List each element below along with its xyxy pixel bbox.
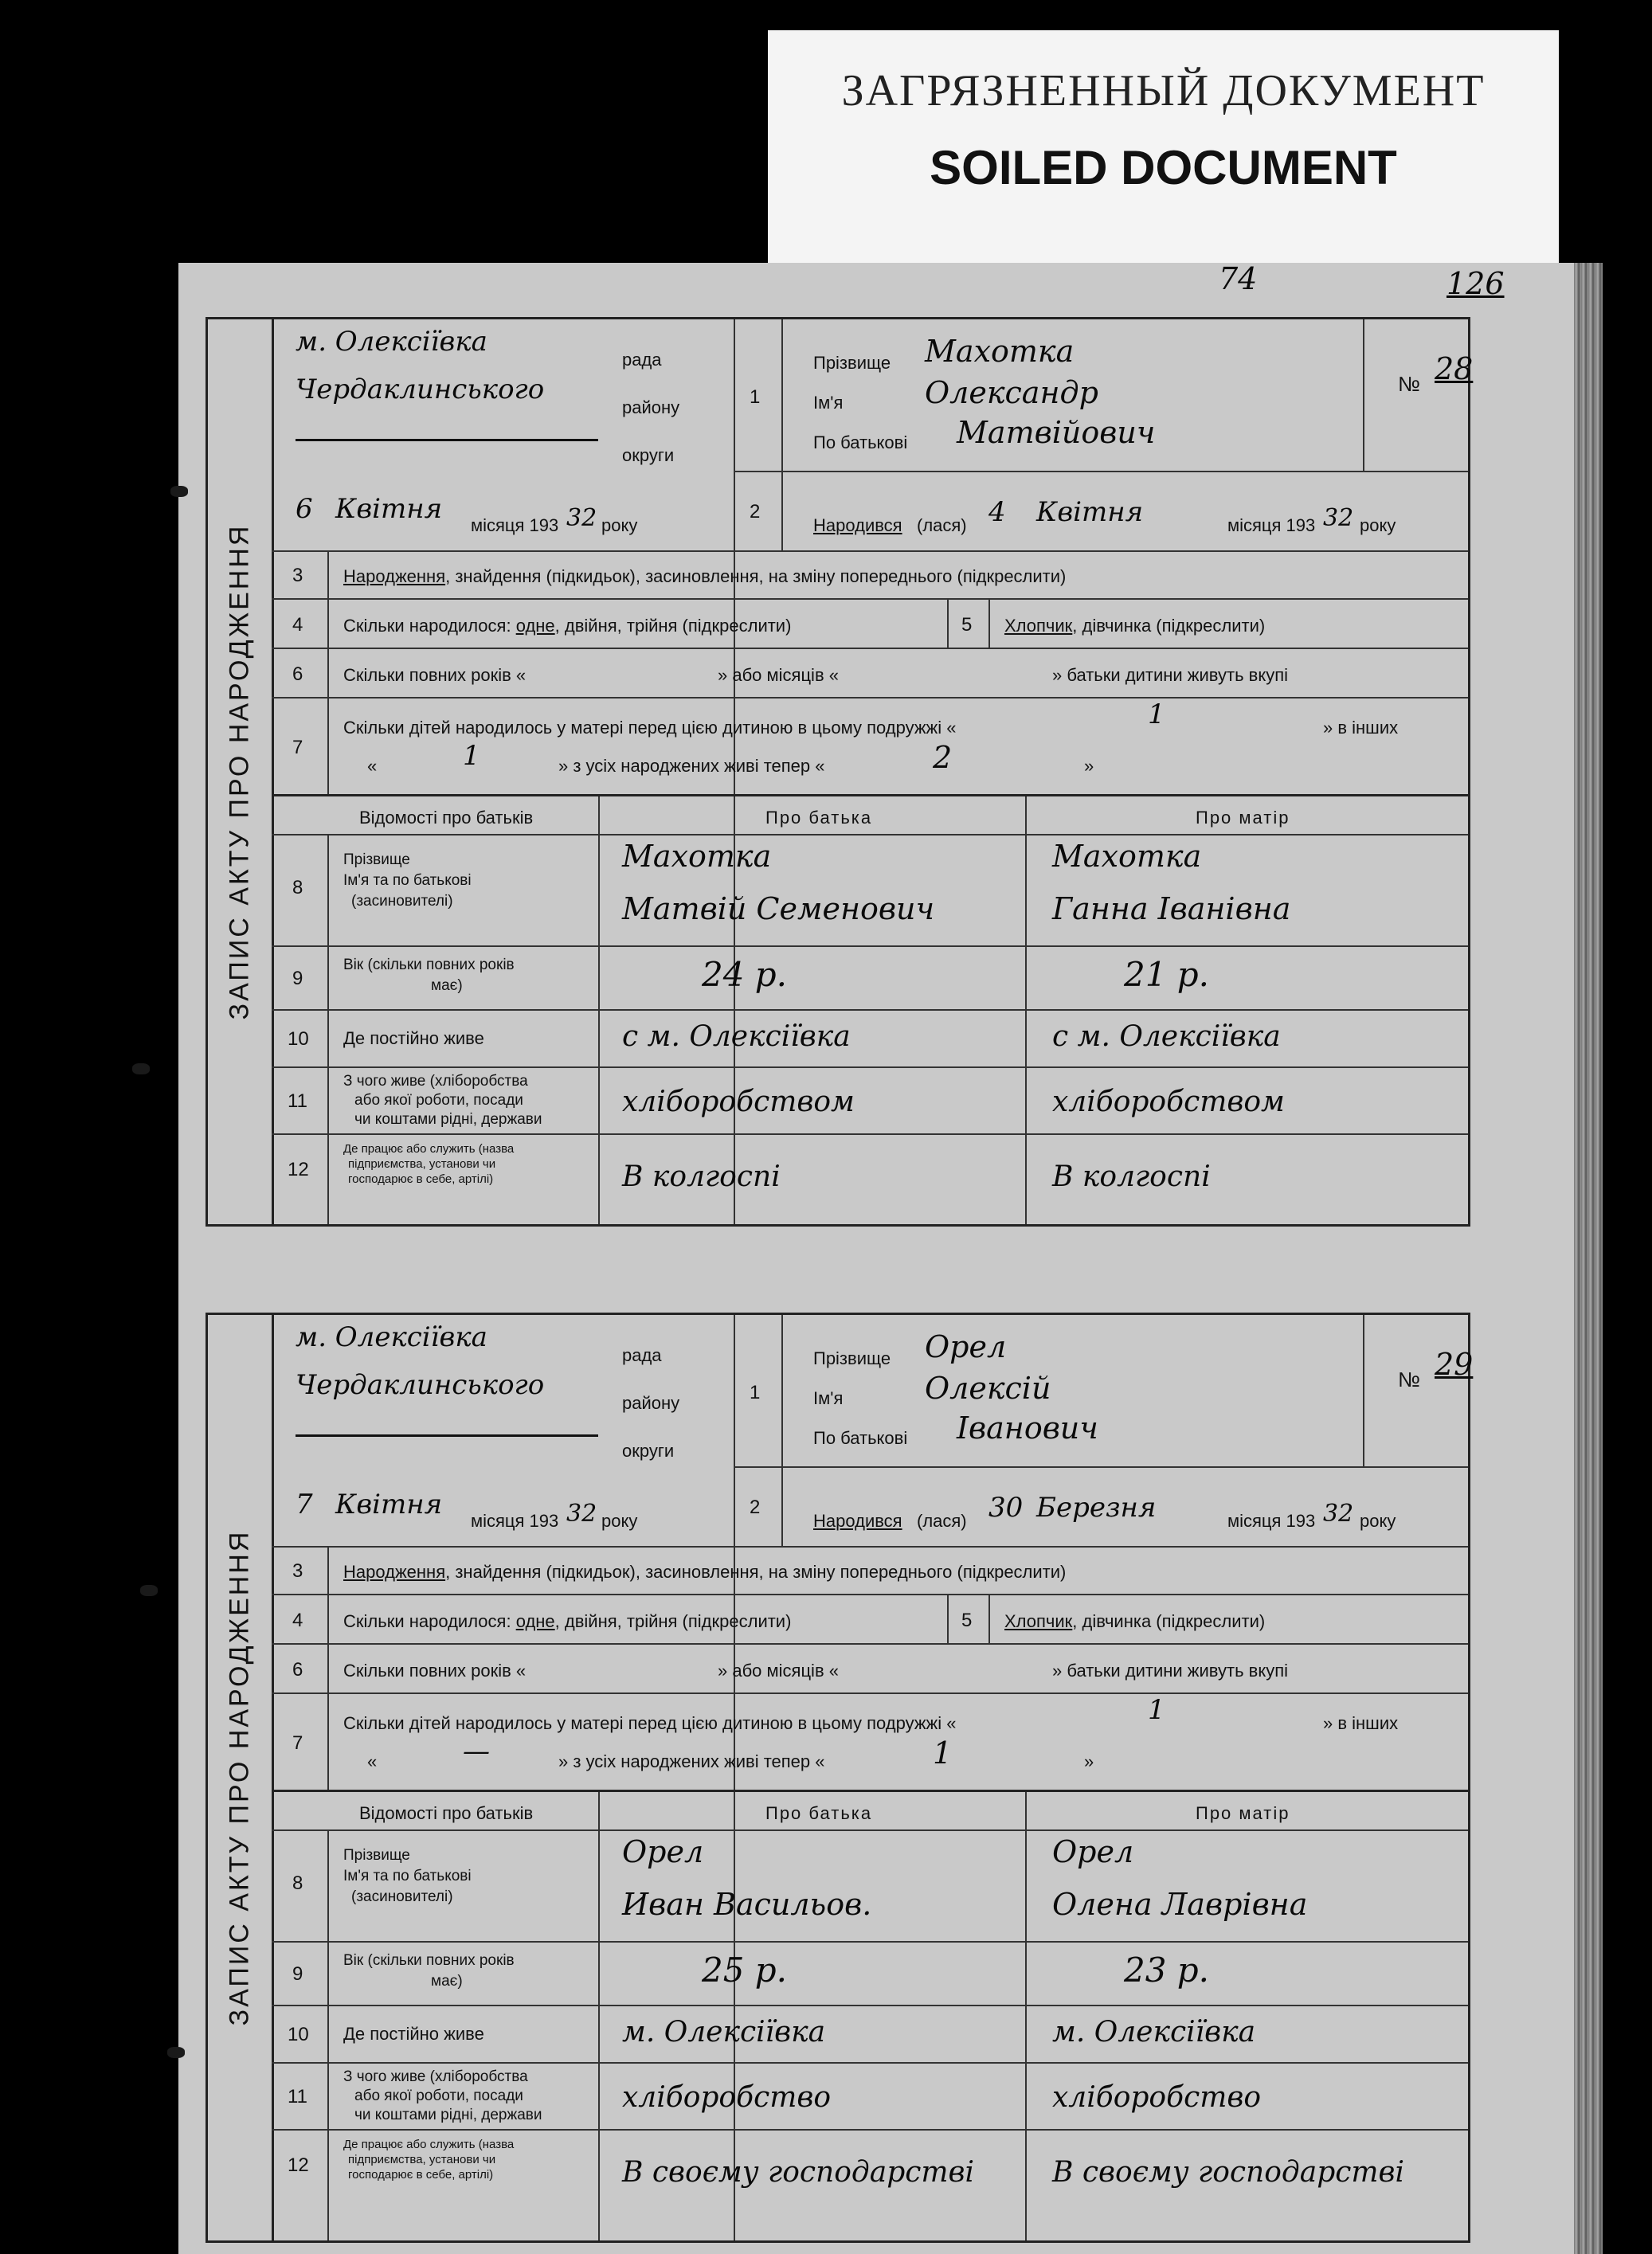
form-label: 11 <box>288 1090 307 1112</box>
divider <box>327 649 329 699</box>
divider <box>1025 947 1027 1011</box>
divider <box>327 552 329 600</box>
row-8 <box>272 1829 1468 1943</box>
handwritten-mother-age: 23 р. <box>1124 1951 1210 1990</box>
divider <box>1025 2131 1027 2240</box>
divider <box>598 835 600 947</box>
birth-record-29 <box>206 1313 1474 2243</box>
form-label: Скільки повних років « <box>343 665 527 685</box>
form-label: » або місяців « <box>718 665 839 685</box>
soiled-document-label <box>768 30 1559 263</box>
reg-year-label: року <box>601 515 638 535</box>
form-label: , знайдення (підкидьок), засиновлення, на зміну попереднього (підкреслити) <box>445 1562 1067 1582</box>
handwritten-children-other: 1 <box>463 740 480 772</box>
form-label: « <box>367 1751 378 1771</box>
handwritten-children-other: — <box>463 1736 490 1767</box>
form-label: має) <box>431 977 463 994</box>
form-label: підприємства, установи чи <box>348 2153 496 2166</box>
form-label: » батьки дитини живуть вкупі <box>1052 665 1289 685</box>
handwritten-alive: 1 <box>933 1736 953 1771</box>
divider <box>598 1068 600 1135</box>
birth-month-label: місяця 193 <box>1227 515 1316 535</box>
row-4 <box>272 1594 1468 1645</box>
form-label: Скільки народилося: <box>343 1611 516 1631</box>
divider <box>734 1315 735 1466</box>
handwritten-father-residence: с м. Олексіївка <box>622 1020 851 1053</box>
handwritten-father-name: Иван Васильов. <box>622 1887 872 1922</box>
form-label: Про батька <box>765 1803 873 1823</box>
row-7 <box>272 697 1468 796</box>
page-number-right: 126 <box>1446 266 1505 301</box>
divider <box>598 1943 600 2006</box>
divider <box>327 1694 329 1791</box>
divider <box>327 2064 329 2131</box>
reg-day: 6 <box>296 493 313 525</box>
divider <box>327 1548 329 1595</box>
form-label: Ім'я та по батькові <box>343 872 472 889</box>
record-grid <box>272 319 1474 1224</box>
form-label: 9 <box>292 1963 303 1985</box>
divider <box>1025 1135 1027 1224</box>
number-label: № <box>1398 372 1420 396</box>
row-6 <box>272 648 1468 699</box>
handwritten-mother-residence: м. Олексіївка <box>1052 2016 1256 2049</box>
divider <box>598 1792 600 1832</box>
page-edge <box>1574 263 1603 2254</box>
divider <box>327 2006 329 2064</box>
reg-month-label: місяця 193 <box>471 1511 559 1531</box>
number-label: № <box>1398 1368 1420 1391</box>
form-label: Прізвище <box>343 851 410 868</box>
form-label: 9 <box>292 968 303 989</box>
form-label: господарює в себе, артілі) <box>348 1172 494 1186</box>
divider <box>327 2131 329 2240</box>
name-label: Ім'я <box>813 1388 844 1408</box>
form-label: » в інших <box>1323 718 1399 738</box>
handwritten-father-living: хліборобство <box>622 2081 832 2114</box>
birth-year: 32 <box>1323 504 1354 532</box>
handwritten-father-surname: Орел <box>622 1834 704 1869</box>
handwritten-mother-name: Олена Лаврівна <box>1052 1887 1308 1922</box>
handwritten-mother-living: хліборобством <box>1052 1086 1285 1118</box>
divider <box>988 1595 990 1645</box>
divider <box>598 796 600 836</box>
handwritten-mother-work: В колгоспі <box>1052 1160 1211 1193</box>
handwritten-father-work: В своєму господарстві <box>622 2156 975 2189</box>
handwritten-mother-residence: с м. Олексіївка <box>1052 1020 1281 1053</box>
handwritten-father-age: 24 р. <box>702 955 788 994</box>
divider <box>1025 2064 1027 2131</box>
punch-hole <box>140 1585 158 1596</box>
form-label: З чого живе (хліборобства <box>343 1073 528 1090</box>
divider <box>598 1135 600 1224</box>
divider <box>598 947 600 1011</box>
page-number-left: 74 <box>1219 261 1258 296</box>
form-label: (засиновителі) <box>351 893 453 910</box>
name-label: Ім'я <box>813 393 844 413</box>
handwritten-mother-living: хліборобство <box>1052 2081 1262 2114</box>
form-label: » або місяців « <box>718 1661 839 1681</box>
handwritten-mother-age: 21 р. <box>1124 955 1210 994</box>
patronymic-label: По батькові <box>813 432 908 452</box>
raion-value: Чердаклинського <box>296 1369 545 1401</box>
row-8 <box>272 834 1468 947</box>
rule <box>734 1466 1468 1468</box>
rada-label: рада <box>622 350 662 370</box>
punch-hole <box>167 2047 185 2058</box>
row-12 <box>272 2129 1468 2240</box>
okruhy-label: округи <box>622 1441 675 1461</box>
divider <box>1025 1792 1027 1832</box>
record-grid <box>272 1315 1474 2240</box>
handwritten-father-work: В колгоспі <box>622 1160 781 1193</box>
form-label: 3 <box>292 1560 303 1582</box>
form-label: Про матір <box>1196 808 1290 828</box>
form-label: 11 <box>288 2086 307 2107</box>
rule <box>734 471 1468 472</box>
form-label: Ім'я та по батькові <box>343 1868 472 1884</box>
birth-lasia: (лася) <box>917 1511 967 1531</box>
birth-day: 4 <box>988 496 1006 528</box>
divider <box>598 2006 600 2064</box>
stamp-ru: ЗАГРЯЗНЕННЫЙ ДОКУМЕНТ <box>841 66 1486 115</box>
form-label: підприємства, установи чи <box>348 1157 496 1171</box>
reg-month: Квітня <box>335 493 443 525</box>
form-label: 8 <box>292 1872 303 1894</box>
form-label: , двійня, трійня (підкреслити) <box>554 1611 792 1631</box>
divider <box>598 2064 600 2131</box>
birth-month: Квітня <box>1036 496 1144 528</box>
form-label: або якої роботи, посади <box>354 1092 523 1109</box>
form-label: чи коштами рідні, держави <box>354 2107 542 2123</box>
birth-month-label: місяця 193 <box>1227 1511 1316 1531</box>
handwritten-alive: 2 <box>933 740 953 775</box>
form-label: або якої роботи, посади <box>354 2088 523 2104</box>
patronymic-label: По батькові <box>813 1428 908 1448</box>
divider <box>781 1315 783 1546</box>
birth-day: 30 <box>988 1492 1024 1524</box>
row-3 <box>272 550 1468 600</box>
form-label: має) <box>431 1973 463 1990</box>
punch-hole <box>132 1063 150 1074</box>
form-label: Про матір <box>1196 1803 1290 1823</box>
form-label: одне <box>515 616 555 636</box>
stamp-en: SOILED DOCUMENT <box>930 141 1397 194</box>
record-side-title <box>208 319 274 1224</box>
divider <box>327 1068 329 1135</box>
birth-year-label: року <box>1360 1511 1396 1531</box>
form-label: » з усіх народжених живі тепер « <box>558 756 825 776</box>
reg-year: 32 <box>566 504 597 532</box>
punch-hole <box>170 486 188 497</box>
divider <box>327 1011 329 1068</box>
name-value: Олександр <box>925 375 1098 410</box>
parents-header <box>272 1790 1468 1832</box>
form-label: 7 <box>292 737 303 758</box>
divider <box>1025 1068 1027 1135</box>
birth-year-label: року <box>1360 515 1396 535</box>
form-label: Про батька <box>765 808 873 828</box>
raion-label: району <box>622 1393 680 1413</box>
handwritten-mother-name: Ганна Іванівна <box>1052 891 1291 926</box>
form-label: 8 <box>292 877 303 898</box>
form-label: Скільки повних років « <box>343 1661 527 1681</box>
handwritten-father-name: Матвій Семенович <box>622 891 935 926</box>
divider <box>781 319 783 550</box>
okruhy-label: округи <box>622 445 675 465</box>
form-label: Відомості про батьків <box>359 1803 534 1823</box>
form-label: « <box>367 756 378 776</box>
row-11 <box>272 2062 1468 2131</box>
raion-label: району <box>622 397 680 417</box>
form-label: » в інших <box>1323 1713 1399 1733</box>
birth-month: Березня <box>1036 1492 1157 1524</box>
form-label: 10 <box>288 2024 309 2045</box>
divider <box>327 1831 329 1943</box>
form-label: » батьки дитини живуть вкупі <box>1052 1661 1289 1681</box>
handwritten-children-this: 1 <box>1148 1694 1165 1726</box>
divider <box>327 1595 329 1645</box>
form-label: » <box>1084 756 1094 776</box>
row-10 <box>272 2005 1468 2064</box>
row-number: 2 <box>750 1497 761 1518</box>
handwritten-father-surname: Махотка <box>622 839 772 874</box>
divider <box>947 1595 949 1645</box>
form-label: 7 <box>292 1732 303 1754</box>
form-label: , дівчинка (підкреслити) <box>1072 1611 1266 1631</box>
form-label: Народження <box>343 566 446 586</box>
row-9 <box>272 1941 1468 2006</box>
divider <box>1025 835 1027 947</box>
form-label: , дівчинка (підкреслити) <box>1072 616 1266 636</box>
divider <box>1025 1943 1027 2006</box>
raion-value: Чердаклинського <box>296 374 545 405</box>
form-label: Хлопчик <box>1004 1611 1073 1631</box>
parents-header <box>272 794 1468 836</box>
divider <box>327 947 329 1011</box>
form-label: Народження <box>343 1562 446 1582</box>
surname-value: Махотка <box>925 334 1075 369</box>
divider <box>734 319 735 471</box>
row-9 <box>272 945 1468 1011</box>
form-label: Вік (скільки повних років <box>343 1952 515 1969</box>
birth-label: Народився <box>813 1511 902 1531</box>
divider <box>947 600 949 649</box>
form-label: 5 <box>961 614 973 636</box>
form-label: 12 <box>288 2154 309 2176</box>
rada-value: м. Олексіївка <box>296 1321 487 1353</box>
patronymic-value: Матвійович <box>957 415 1156 450</box>
surname-value: Орел <box>925 1329 1007 1364</box>
row-3 <box>272 1546 1468 1595</box>
form-label: ЗАПИС АКТУ ПРО НАРОДЖЕННЯ <box>224 523 255 1020</box>
form-label: 12 <box>288 1159 309 1180</box>
handwritten-mother-work: В своєму господарстві <box>1052 2156 1405 2189</box>
form-label: Відомості про батьків <box>359 808 534 828</box>
form-label: (засиновителі) <box>351 1888 453 1905</box>
divider <box>1025 1831 1027 1943</box>
form-label: 6 <box>292 663 303 685</box>
divider <box>1025 796 1027 836</box>
handwritten-father-living: хліборобством <box>622 1086 855 1118</box>
form-label: 4 <box>292 614 303 636</box>
form-label: Де постійно живе <box>343 1028 484 1048</box>
form-label: ЗАПИС АКТУ ПРО НАРОДЖЕННЯ <box>224 1529 255 2026</box>
form-label: господарює в себе, артілі) <box>348 2168 494 2182</box>
form-label: 3 <box>292 565 303 586</box>
divider <box>1025 2006 1027 2064</box>
divider <box>327 1135 329 1224</box>
form-label: одне <box>515 1611 555 1631</box>
row-11 <box>272 1066 1468 1135</box>
surname-label: Прізвище <box>813 1348 891 1368</box>
form-label: 10 <box>288 1028 309 1050</box>
form-label: , двійня, трійня (підкреслити) <box>554 616 792 636</box>
record-number: 29 <box>1435 1347 1474 1382</box>
row-number: 1 <box>750 1382 761 1403</box>
surname-label: Прізвище <box>813 353 891 373</box>
row-number: 2 <box>750 501 761 522</box>
reg-year: 32 <box>566 1500 597 1528</box>
form-label: 6 <box>292 1659 303 1681</box>
form-label: 4 <box>292 1610 303 1631</box>
rada-label: рада <box>622 1345 662 1365</box>
divider <box>1025 1011 1027 1068</box>
form-label: Вік (скільки повних років <box>343 957 515 973</box>
form-label: Скільки дітей народилось у матері перед цією дитиною в цьому подружжі « <box>343 718 957 738</box>
divider <box>598 1831 600 1943</box>
divider <box>327 699 329 796</box>
form-label: Прізвище <box>343 1847 410 1864</box>
handwritten-mother-surname: Орел <box>1052 1834 1134 1869</box>
row-number: 1 <box>750 386 761 408</box>
okruhy-struck <box>296 1434 598 1437</box>
row-10 <box>272 1009 1468 1068</box>
form-label: , знайдення (підкидьок), засиновлення, на зміну попереднього (підкреслити) <box>445 566 1067 586</box>
form-label: Де працює або служить (назва <box>343 1142 515 1156</box>
form-label: Хлопчик <box>1004 616 1073 636</box>
handwritten-children-this: 1 <box>1148 699 1165 730</box>
row-6 <box>272 1643 1468 1694</box>
handwritten-father-residence: м. Олексіївка <box>622 2016 826 2049</box>
divider <box>988 600 990 649</box>
reg-year-label: року <box>601 1511 638 1531</box>
rada-value: м. Олексіївка <box>296 326 487 358</box>
divider <box>327 1645 329 1694</box>
divider <box>327 600 329 649</box>
patronymic-value: Іванович <box>957 1411 1098 1446</box>
divider <box>1363 1315 1364 1466</box>
row-4 <box>272 598 1468 649</box>
record-side-title <box>208 1315 274 2240</box>
form-label: Скільки народилося: <box>343 616 516 636</box>
divider <box>598 2131 600 2240</box>
reg-day: 7 <box>296 1489 313 1520</box>
birth-label: Народився <box>813 515 902 535</box>
divider <box>327 1943 329 2006</box>
form-label: Де працює або служить (назва <box>343 2138 515 2151</box>
reg-month: Квітня <box>335 1489 443 1520</box>
form-label: 5 <box>961 1610 973 1631</box>
handwritten-father-age: 25 р. <box>702 1951 788 1990</box>
reg-month-label: місяця 193 <box>471 515 559 535</box>
form-label: » з усіх народжених живі тепер « <box>558 1751 825 1771</box>
divider <box>598 1011 600 1068</box>
birth-year: 32 <box>1323 1500 1354 1528</box>
name-value: Олексій <box>925 1371 1051 1406</box>
form-label: З чого живе (хліборобства <box>343 2068 528 2085</box>
form-label: Де постійно живе <box>343 2024 484 2044</box>
birth-record-28 <box>206 317 1474 1227</box>
form-label: чи коштами рідні, держави <box>354 1111 542 1128</box>
divider <box>327 835 329 947</box>
birth-lasia: (лася) <box>917 515 967 535</box>
okruhy-struck <box>296 439 598 441</box>
row-7 <box>272 1692 1468 1791</box>
row-12 <box>272 1133 1468 1224</box>
record-number: 28 <box>1435 351 1474 386</box>
form-label: » <box>1084 1751 1094 1771</box>
form-label: Скільки дітей народилось у матері перед цією дитиною в цьому подружжі « <box>343 1713 957 1733</box>
divider <box>1363 319 1364 471</box>
handwritten-mother-surname: Махотка <box>1052 839 1202 874</box>
